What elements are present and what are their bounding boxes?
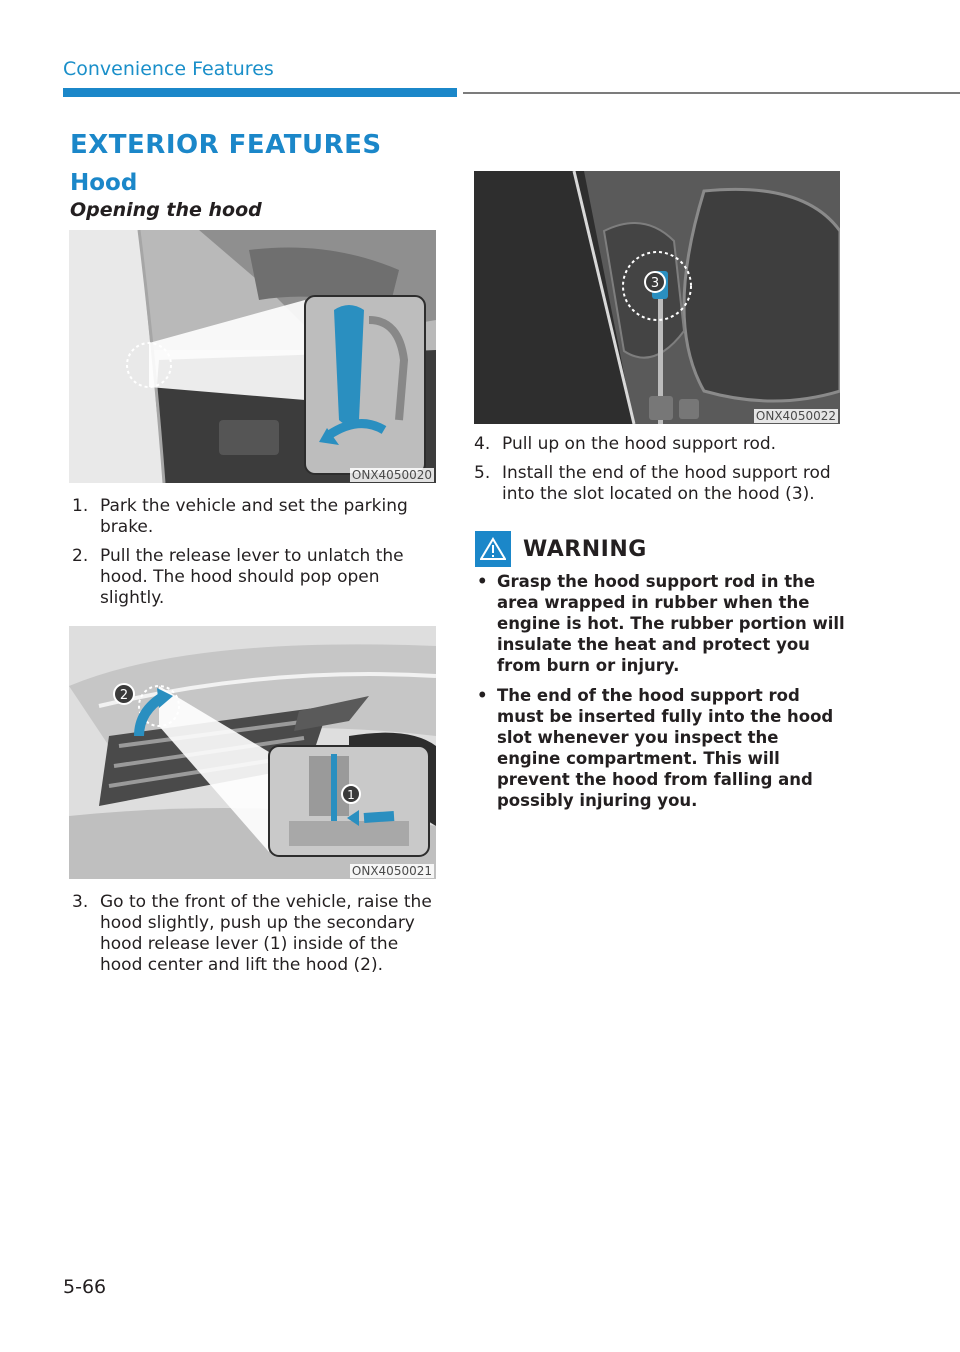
step-text: Park the vehicle and set the parking brake. <box>100 496 408 537</box>
step-text: Pull the release lever to unlatch the hood. The hood should pop open slightly. <box>100 546 404 608</box>
step-number: 4. <box>474 434 491 454</box>
list-item <box>475 571 845 676</box>
figure-code: ONX4050022 <box>755 409 836 423</box>
bullet: • <box>477 572 488 591</box>
list-item <box>475 685 845 811</box>
header-section-title: Convenience Features <box>63 58 274 80</box>
warning-list <box>475 571 845 820</box>
release-lever-illustration <box>69 230 436 483</box>
step-text: Go to the front of the vehicle, raise the hood slightly, push up the secondary hood release lever (1) inside of the hood center and lift the hood (2). <box>100 892 432 975</box>
secondary-release-illustration <box>69 626 436 879</box>
step-number: 5. <box>474 463 491 483</box>
warning-triangle-icon <box>475 531 511 567</box>
list-item <box>474 434 844 455</box>
step-text: Install the end of the hood support rod into the slot located on the hood (3). <box>502 463 831 504</box>
step-text: Pull up on the hood support rod. <box>502 434 777 454</box>
warning-label: WARNING <box>523 536 647 562</box>
callout-3: 3 <box>650 276 660 291</box>
support-rod-illustration <box>474 171 840 424</box>
step-number: 3. <box>72 892 89 912</box>
topic-title: Opening the hood <box>70 199 262 221</box>
subsection-title: Hood <box>70 170 138 196</box>
section-title: EXTERIOR FEATURES <box>70 130 382 160</box>
figure-secondary-release <box>69 626 436 879</box>
list-item <box>474 463 844 505</box>
warning-header <box>475 529 647 569</box>
header-accent-bar <box>63 88 457 97</box>
figure-code: ONX4050021 <box>351 864 432 878</box>
steps-list-3 <box>474 434 844 513</box>
figure-support-rod <box>474 171 840 424</box>
page-number: 5-66 <box>63 1276 107 1298</box>
warning-text: Grasp the hood support rod in the area wrapped in rubber when the engine is hot. The rubber portion will insulate the heat and protect you from burn or injury. <box>497 572 845 675</box>
figure-release-lever <box>69 230 436 483</box>
warning-text: The end of the hood support rod must be inserted fully into the hood slot whenever you inspect the engine compartment. This will prevent the hood from falling and possibly injuring you. <box>497 686 834 810</box>
steps-list-2 <box>72 892 442 984</box>
step-number: 2. <box>72 546 89 566</box>
list-item <box>72 892 442 976</box>
figure-code: ONX4050020 <box>351 468 432 482</box>
steps-list-1 <box>72 496 442 617</box>
list-item <box>72 496 442 538</box>
list-item <box>72 546 442 609</box>
bullet: • <box>477 686 488 705</box>
callout-1: 1 <box>347 788 355 802</box>
header-rule <box>463 92 960 94</box>
step-number: 1. <box>72 496 89 516</box>
callout-2: 2 <box>119 688 129 703</box>
